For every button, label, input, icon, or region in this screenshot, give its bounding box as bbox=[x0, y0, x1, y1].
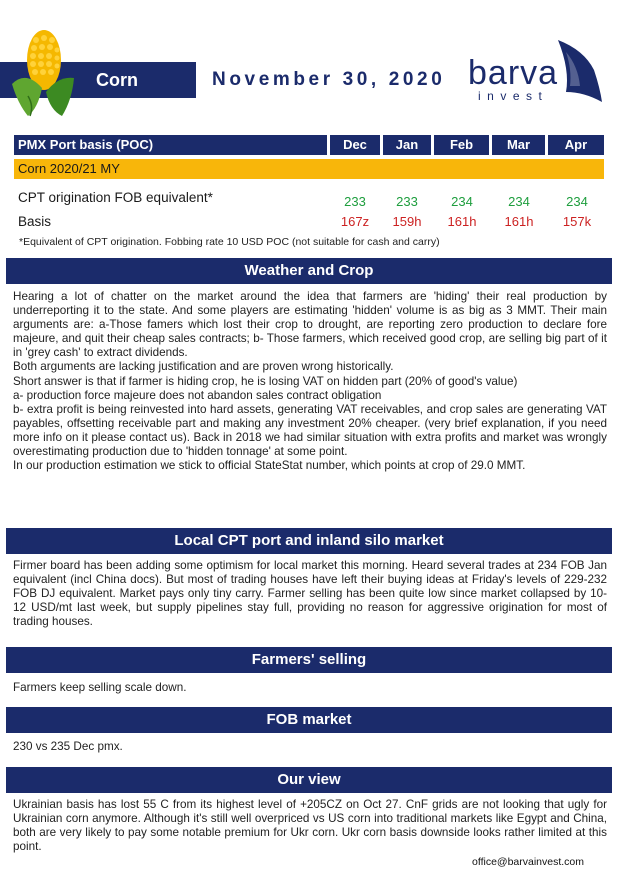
table-footnote: *Equivalent of CPT origination. Fobbing rate 10 USD POC (not suitable for cash and carry) bbox=[19, 236, 440, 248]
table-header-row bbox=[14, 135, 604, 155]
fob-label: CPT origination FOB equivalent* bbox=[18, 190, 213, 205]
paragraph: Hearing a lot of chatter on the market around the idea that farmers are 'hiding' their real production by underreporting it to the state. And some players are estimating 'hidden' volume is as big as 3 MMT. Their main arguments are: a-Those famers which lost their crop to drought, are reporting zero production to declare fore majeure, and quit their cheap sales contracts; b- Those farmers, which received good crop, are selling big part of it in 'grey cash' to extract dividends. bbox=[13, 290, 607, 360]
corn-icon bbox=[8, 26, 78, 118]
contact-email[interactable]: office@barvainvest.com bbox=[472, 856, 585, 868]
section-header-farmers-selling: Farmers' selling bbox=[6, 647, 612, 673]
paragraph: In our production estimation we stick to official StateStat number, which points at crop of 29.0 MMT. bbox=[13, 459, 526, 473]
marketing-year-row: Corn 2020/21 MY bbox=[14, 159, 604, 179]
fob-value: 234 bbox=[451, 194, 473, 209]
table-title: PMX Port basis (POC) bbox=[14, 135, 327, 155]
basis-value: 167z bbox=[340, 214, 370, 229]
month-header: Dec bbox=[330, 135, 380, 155]
basis-value: 159h bbox=[392, 214, 422, 229]
month-header: Mar bbox=[492, 135, 545, 155]
basis-value: 161h bbox=[447, 214, 477, 229]
fob-market-text: 230 vs 235 Dec pmx. bbox=[13, 740, 123, 753]
month-header: Feb bbox=[434, 135, 489, 155]
fob-value: 234 bbox=[508, 194, 530, 209]
brand-subtitle: invest bbox=[478, 89, 549, 103]
basis-value: 157k bbox=[562, 214, 592, 229]
basis-label: Basis bbox=[18, 214, 52, 229]
section-header-weather: Weather and Crop bbox=[6, 258, 612, 284]
farmers-selling-text: Farmers keep selling scale down. bbox=[13, 681, 187, 694]
fob-row bbox=[14, 187, 604, 211]
basis-value: 161h bbox=[504, 214, 534, 229]
section-header-our-view: Our view bbox=[6, 767, 612, 793]
commodity-title: Corn bbox=[96, 70, 138, 90]
section-header-local-market: Local CPT port and inland silo market bbox=[6, 528, 612, 554]
month-header: Jan bbox=[383, 135, 431, 155]
paragraph: Short answer is that if farmer is hiding crop, he is losing VAT on hidden part (20% of good's value) bbox=[13, 374, 518, 388]
report-date: November 30, 2020 bbox=[212, 69, 446, 90]
fob-value: 233 bbox=[396, 194, 418, 209]
paragraph: b- extra profit is being reinvested into hard assets, generating VAT receivables, and crop sales are generating VAT payables, offsetting receivable part and making any investment 20% cheaper. (very brief explanation, if you need more info on it please contact us). Back in 2018 we had similar situation with extra profits and market was wrongly overestimating production due to 'hidden tonnage' at some point. bbox=[13, 402, 607, 459]
paragraph: Both arguments are lacking justification and are proven wrong historically. bbox=[13, 360, 394, 374]
month-header: Apr bbox=[548, 135, 604, 155]
local-market-text: Firmer board has been adding some optimism for local market this morning. Heard several trades at 234 FOB Jan equivalent (incl China docs). But most of trading houses have left their buying ideas at Friday's levels of 229-232 FOB DJ equivalent. Market pays only tiny carry. Farmer selling has been quite low since market collapsed by 10-12 USD/mt last week, but supply pipelines stay full, providing no reason for aggressive origination for most of trading houses. bbox=[13, 559, 607, 629]
fob-value: 234 bbox=[566, 194, 588, 209]
our-view-text: Ukrainian basis has lost 55 C from its highest level of +205CZ on Oct 27. CnF grids are not looking that ugly for Ukrainian corn anymore. Although it's still well overpriced vs US corn into traditional markets like Egypt and China, both are very likely to pay some notable premium for Ukr corn. Ukr corn basis downside looks rather limited at this point. bbox=[13, 798, 607, 854]
basis-row bbox=[14, 211, 604, 233]
paragraph: a- production force majeure does not abandon sales contract obligation bbox=[13, 388, 382, 402]
section-header-fob-market: FOB market bbox=[6, 707, 612, 733]
fob-value: 233 bbox=[344, 194, 366, 209]
weather-text bbox=[13, 290, 607, 473]
brand-name: barva bbox=[468, 54, 559, 92]
